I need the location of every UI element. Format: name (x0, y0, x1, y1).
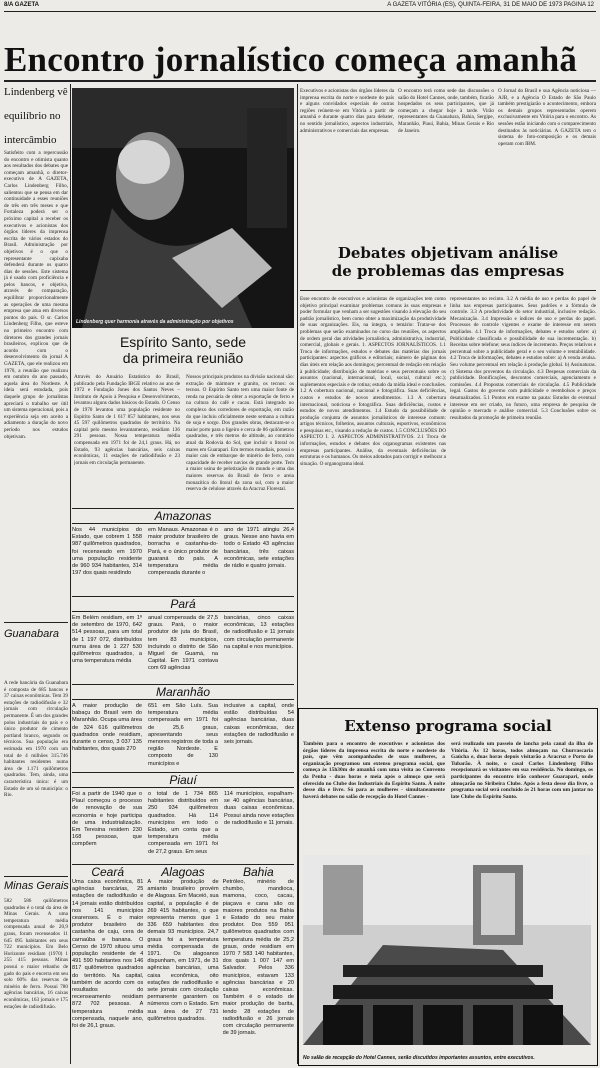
guanabara-body: A rede bancária da Guanabara é composta de 685 bancos e 37 caixas econômicas. Tem 39 estações de radiodifusão e 32 jornais com circulação permanente. É um dos grandes polos industriais do país e o único produtor de cimento portland branco, segundo os técnicos. Sua população era estimada em 1970 com um total de 4 milhões 315.746 habitantes residentes numa área de 1.171 quilômetros quadrados. Tem, ainda, uma característica única: é um Estado de um só município: o Rio. (4, 680, 68, 799)
extenso-title: Extenso programa social (344, 717, 552, 735)
sidebar-rule (4, 622, 68, 623)
minas-body: 582 586 quilômetros quadrados é o total da área de Minas Gerais. A uma temperatura média compensada anual de 20,9 graus, foram recenseados 11 645 095 habitantes em seus 722 municípios. Em Belo Horizonte residiam (1970) 1 255 415 pessoas. Minas possui o maior rebanho de gado do país e encerra em seu solo 60% das reservas de minério de ferro. Possui 780 agências bancárias, 16 caixas econômicas, 163 jornais e 175 estações de radiodifusão. (4, 898, 68, 1010)
intro-col1: Executivos e acionistas dos órgãos líderes da imprensa escrita do norte e nordeste do país e alguns convidados especiais de outras regiões reúnem-se em Vitória a partir de amanhã e durante quatro dias para debater, no sentido jornalístico, aspectos industriais, administrativos e comerciais das empresas. (300, 88, 394, 134)
debates-title (300, 244, 596, 280)
hotel-caption: No salão de recepção do Hotel Cannes, serão discutidos importantes assuntos, entre executivos. (303, 1055, 535, 1061)
intro-col2: O encontro terá como sede das discussões o salão do Hotel Cannes, onde, também, ficarão hospedados os seus participantes, que já começam a chegar hoje à tarde. Virão representantes da Guanabara, Bahia, Sergipe, Maranhão, Piauí, Bahia, Minas Gerais e Rio de Janeiro. (398, 88, 494, 134)
region-col: Petróleo, minério de chumbo, mandioca, mamona, coco, cacau, piaçava e cana são os maiores produtos na Bahia e Estado do seu maior produtor. Dos 559 951 quilômetros quadrados com temperatura média de 25,2 graus, onde residiam em 1970 7 583 140 habitantes, dos quais 1 007 147 em Salvador. Pelos 336 municípios, estavam 133 agências bancárias e 20 caixas econômicas. Também é o estado de maior produção de barita, tendo 28 estações de radiodifusão e 26 jornais com circulação permanente de 39 jornais. (222, 879, 294, 1037)
region-col: Foi a partir de 1940 que o Piauí começou o processo de renovação de sua economia e hoje participa de uma industrialização. Em Teresina residem 230 168 pessoas, que compõem (72, 791, 142, 848)
sidebar-rule (4, 876, 68, 877)
es-col1: Através do Anuário Estatístico do Brasil, publicado pela Fundação IBGE relativo ao ano de 1972 e Fundação Jones dos Santos Neves – Instituto de Apoio à Pesquisa e Desenvolvimento, levantou alguns dados básicos do Estado. O Censo de 1970 levantou uma população residente no Espírito Santo de 1 617 857 habitantes, nos seus 45 597 quilômetros quadrados de território. Na capital pelo mesmo levantamento, residiam 136 291 pessoas. Nossa temperatura média compensada em 1971 foi de 24,1 graus. Há, no Estado, 93 agências bancárias, seis caixas econômicas, 11 estações de radiodifusão e 23 jornais em circulação permanente. (74, 374, 180, 466)
region-block (72, 508, 294, 596)
extenso-right: será realizado um passeio de lancha pela canal da ilha de Vitória. Às 12 horas, todos almoçam na Churrascaria Gaúcha e, duas horas depois visitarão a Aracruz e Porto de Tubarão. À noite, o casal Carlos Lindenberg Filho recepcionará os visitantes em sua residência. No domingo, os participantes do encontro irão conhecer Guarapari, onde almoçarão no Siribeira Clube. Após a festa desse dia livre, o programa social será concluído às 21 horas com um jantar no late Clube do Espírito Santo. (451, 741, 593, 800)
main-headline: Encontro jornalístico começa amanhã (4, 40, 578, 79)
region-name: Ceará (91, 865, 124, 879)
minas-title: Minas Gerais (4, 880, 69, 892)
region-block (72, 684, 294, 772)
region-col: o total de 1 734 865 habitantes distribuídos em 250 934 quilômetros quadrados. Há 114 municípios em todo o Estado, um conta que a temperatura média compensada em 1971 foi de 27,2 graus. Em seus (148, 791, 218, 855)
sidebar-quote-line: Lindenberg vê (4, 86, 68, 98)
photo-hotel-room (303, 855, 591, 1045)
region-col: 651 em São Luís. Sua temperatura média compensada em 1971 foi de 25,6 graus, apresentando seus menores registros de toda a região Nordeste. E composto de 130 municípios e (148, 703, 218, 767)
sidebar-body: Satisfeito com a repercussão do encontro e otimista quanto aos resultados dos debates que começam amanhã, o diretor-executivo de A GAZETA, Carlos Lindenberg Filho, salientou que se pensa em dar continuidade a esses reuniões de três em três meses e que Fortaleza poderá ser o próximo capital a receber os executivos e acionistas dos órgãos líderes da imprensa escrita de vários estados do Brasil. Administração por objetivos é o que o representante capixaba defenderá durante os quatro dias de sessões. Este sistema já é usado com proficiência e pelos bancos, e objetiva, através de comparação, equilibrar proporcionalmente as operações de uma mesma empresa que atua em diversos pontos do país. O sr. Carlos Lindenberg Filho, que esteve no primeiro encontro com diretores dos grandes jornais brasileiros, explicou que de acordo com o desenvolvimento do jornal A GAZETA, que ele realizou em 1970, a reunião que realizou em outubro do ano passado, aquela área do Nordeste. A ideia será estudada, pois daquele grupo de jornalistas apreciará o trabalho ser útil um sistema operacional, pois a experiência seja em aceito a adiamento a duração do novo período nos estudos objetivam. (4, 150, 68, 440)
bottom-regions (72, 864, 294, 1059)
region-list (72, 508, 294, 862)
region-col: bancárias, cinco caixas econômicas, 13 estações de radiodifusão e 11 jornais com circulação permanente na capital e nos municípios. (224, 615, 294, 650)
column-divider (70, 84, 71, 1064)
header-rule (4, 11, 596, 12)
region-col: Em Belém residiam, em 1º de setembro de 1970, 642 514 pessoas, para um total de 1 197 072, distribuídos numa área de 1 227 530 quilômetros quadrados, a uma temperatura média (72, 615, 142, 665)
intro-col3: O Jornal do Brasil e sua Agência noticiosa — AJB, e a Agência O Estado de São Paulo também prestigiarão o acontecimento, embora os demais grupos representados operem exclusivamente em Vitória para o encontro. As sessões estão iniciando com o comparecimento destinados às noticiárias. A GAZETA tem o sistema de foto-composição e os demais operam com IBM. (498, 88, 596, 147)
page-label: 8/A GAZETA (4, 2, 40, 8)
es-title-line: Espírito Santo, sede (119, 334, 247, 350)
photo-lindenberg (72, 88, 294, 328)
sidebar-quote-line: intercâmbio (4, 134, 57, 146)
region-block (72, 865, 143, 1059)
region-col: A maior produção de babaçu do Brasil vem do Maranhão. Ocupa uma área de 324 616 quilômetros quadrados onde residiam, durante o censo, 3 037 135 habitantes, dos quais 270 (72, 703, 142, 753)
es-title-line: da primeira reunião (122, 350, 244, 366)
dateline: A GAZETA VITÓRIA (ES), QUINTA-FEIRA, 31 DE MAIO DE 1973 PAGINA 12 (387, 2, 594, 8)
region-block (223, 865, 294, 1059)
es-title (72, 334, 294, 366)
region-name: Amazonas (72, 508, 294, 524)
region-block (72, 596, 294, 684)
hotel-room-image (303, 855, 591, 1045)
region-col: anual compensada de 27,5 graus. Pará, o maior produtor de juta do Brasil, tem 83 municípios, incluindo o distrito de São Miguel de Guamá, na Capital. Em 1971 contava com 69 agências (148, 615, 218, 672)
guanabara-title: Guanabara (4, 628, 60, 640)
region-name: Pará (72, 596, 294, 612)
debates-left: Esse encontro de executivos e acionistas de organizações tem como objetivo principal examinar problemas comuns às suas empresas e poder formular que venham a ser sugestões visando à elevação do seu padrão jornalístico, bem como obter a maximização da produtividade de suas organizações. Eis, na íntegra, o temário: Tratar-se dos problemas que serão examinados no curso das reuniões, os aspectos de ordem geral das atividades jornalística, administrativa, industrial, comercial, globais e gerais. 1. ASPECTOS JORNALÍSTICOS. 1.1 Troca de informações, estudos e debates das matérias dos jornais participantes: aspectos gráficos e editoriais; número de páginas dos dias úteis em relação aos domingos; percentual de redação em relação à publicidade; distribuição de matérias e seus percentuais sobre os assuntos (nacional, internacional, local, social, cultural etc.); suplementos especiais e de rotina; estudo da mídia ideal e conclusões. 1.2 A cobertura nacional, nacional e fotográfica. Suas deficiências, custos e estudos de novos atendimentos. 1.3 A cobertura internacional, noticiosa e fotográfica. Suas deficiências, custos e estudos de novos atendimentos. 1.4 Estudo da possibilidade de produção conjunta de assuntos jornalísticos de interesse comum: artigos técnicos, folhetins, assuntos culturais, esportivos, econômicos e pesquisas etc., visando a redução de custos. 1.5 CONCLUSÕES DO ASPECTO I. 2. ASPECTOS ADMINISTRATIVOS. 2.1 Troca de informações, estudos e debates dos organogramas existentes nas empresas participantes. Análise, da eventuais deficiências de estruturas e os humanos. Os meios adotados para corrigir e melhorar a situação. O organograma ideal. (300, 296, 446, 467)
region-col: inclusive a capital, onde estão distribuídas 54 agências bancárias, duas caixas econômicas, dez estações de radiodifusão e seis jornais. (224, 703, 294, 746)
region-col: 114 municípios, espalham-se 40 agências bancárias, duas caixas econômicas. Possui ainda nove estações de radiodifusão e 11 jornais. (224, 791, 294, 826)
region-name: Piauí (72, 772, 294, 788)
region-block (147, 865, 218, 1059)
region-col: A maior produção de amianto brasileiro provém de Alagoas. Em Maceió, sua capital, a população é de 269 415 habitantes, o que representa menos que 1 336 659 habitantes dos demais 93 municípios. 24,7 graus foi a temperatura média compensada de 1971. Os alagoanos dispunham, em 1971, de 31 agências bancárias, uma caixa econômica, oito estações de radiodifusão e sete jornais com circulação permanente garantem os números com o Estado. Em sua área de 27 731 quilômetros quadrados. (147, 879, 219, 1022)
headline-rule (4, 80, 596, 82)
photo-caption: Lindenberg quer harmonia através da administração por objetivos (76, 319, 234, 325)
sidebar-quote-line: equilíbrio no (4, 110, 61, 122)
region-name: Bahia (242, 865, 274, 879)
extenso-box (298, 708, 598, 1066)
region-col: em Manaus. Amazonas é o maior produtor brasileiro de borracha e castanha-do-Pará, e o único produtor de guaraná do país. A temperatura média compensada durante o (148, 527, 218, 577)
region-name: Alagoas (161, 865, 205, 879)
region-name: Maranhão (72, 684, 294, 700)
region-block (72, 772, 294, 862)
extenso-left: Também para o encontro de executivos e acionistas dos órgãos líderes da imprensa escrita do norte e nordeste do país, que vêm acompanhados de suas mulheres, a organização programou um extenso programa social, que começa às 15h30m de amanhã com uma visita ao Convento da Penha - duas horas e meia após o almoço que será oferecido no Clube dos Industriais do Espírito Santo. À noite desse dia e livre. Só para as mulheres - simultaneamente haverá debates no salão de recepção do Hotel Cannes - (303, 741, 445, 800)
region-col: Uma caixa econômica, 81 agências bancárias, 25 estações de radiodifusão e 14 jornais estão distribuídos nos 141 municípios cearenses. É o maior produtor brasileiro de castanha de caju, cera de carnaúba e banana. O Censo de 1970 situou uma população residente de 4 491 590 habitantes nos 146 817 quilômetros quadrados do território. Na capital, também de acordo com os resultados do recenseamento residiam 872 702 pessoas. A temperatura média compensada, naquele ano, foi de 26,1 graus. (72, 879, 144, 1030)
portrait-image (72, 88, 294, 328)
debates-title-line: Debates objetivam análise (337, 244, 559, 262)
debates-right: representantes no recinto. 3.2 A média de uso e perdas do papel de linha nas empresas participantes. Seus padrões e a fórmula de controle. 3.3 A produtividade do setor industrial, inclusive redação. Mecanização. 3.4 Impressão e índices de uso e perdas do papel. Processos de controle vigentes e exame de interesse em serem ampliados. 4.1 Troca de informações, debates e estudos sobre: a) Publicidade classificada e possibilidade de sua incrementação. b) Receitas sobre telefone; seus índices de incremento. Preços relativos e percentual sobre a publicidade geral e o seu volume e rentabilidade. 4.2 Troca de informações, debates e estudos sobre: a) A venda avulsa. Seu volume percentual em relação à produção global. b) Assinaturas. c) Sistema dos proventos da circulação. 4.3 Despesas comerciais da publicidade. Bonificações, descontos comerciais, agenciamento e comissões. 4.4 Propostas comerciais de circulação. 4.5 Publicidade legal. Gastos do governo com publicidade e reembolsos e preços desatualizados. 5.1 Pontos em exame na pauta: Estudos do eventual interesse em ser criado, no futuro, uma empresa de pesquisa de opinião e mercado e análise comercial. 5.3 Conclusões sobre os resultados da promoção de primeira reunião. (450, 296, 596, 421)
es-col2: Nossos principais produtos na divisão nacional são: extração de mármore e granito, os tecnos: os tecnos. O Espírito Santo tem uma maior fonte de renda na pecuária de obter a exportação de ferro e na cultura do café e cacau. Está integrado no complexo dos corredores de exportação, em razão do que incluiu oficialmente neste semana a cultura de soja e sorgo. Dos grandes obras, destacam-se o maior porto para o ligeiro e cerca de 86 quilômetros quadrados, e três metros de altitude, ao contrário atual da Rodovia do Sol, que incluir o litoral os mares em Guarapari. Em termos mundiais, possui o maior cais de embarque de minério de ferro, com capacidade de receber navios de grande porte. Tem a maior usina de pelotização do mundo e uma das maiores reservas do Brasil de ferro e areia monazítica do litoral da zona sul, com a maior reserva de celulose através da Aracruz Florestal. (186, 374, 294, 493)
debates-title-line: de problemas das empresas (331, 262, 565, 280)
region-col: Nos 44 municípios do Estado, que cobrem 1 558 987 quilômetros quadrados, foi recenseado em 1970 uma população residente de 960 934 habitantes, 314 197 dos quais residindo (72, 527, 142, 577)
sidebar-quote (4, 84, 68, 148)
region-col: ano de 1971 atingiu 26,4 graus. Nesse ano havia em todo o Estado 43 agências bancárias, três caixas econômicas, sete estações de rádio e quatro jornais. (224, 527, 294, 570)
debates-rule (300, 290, 596, 291)
